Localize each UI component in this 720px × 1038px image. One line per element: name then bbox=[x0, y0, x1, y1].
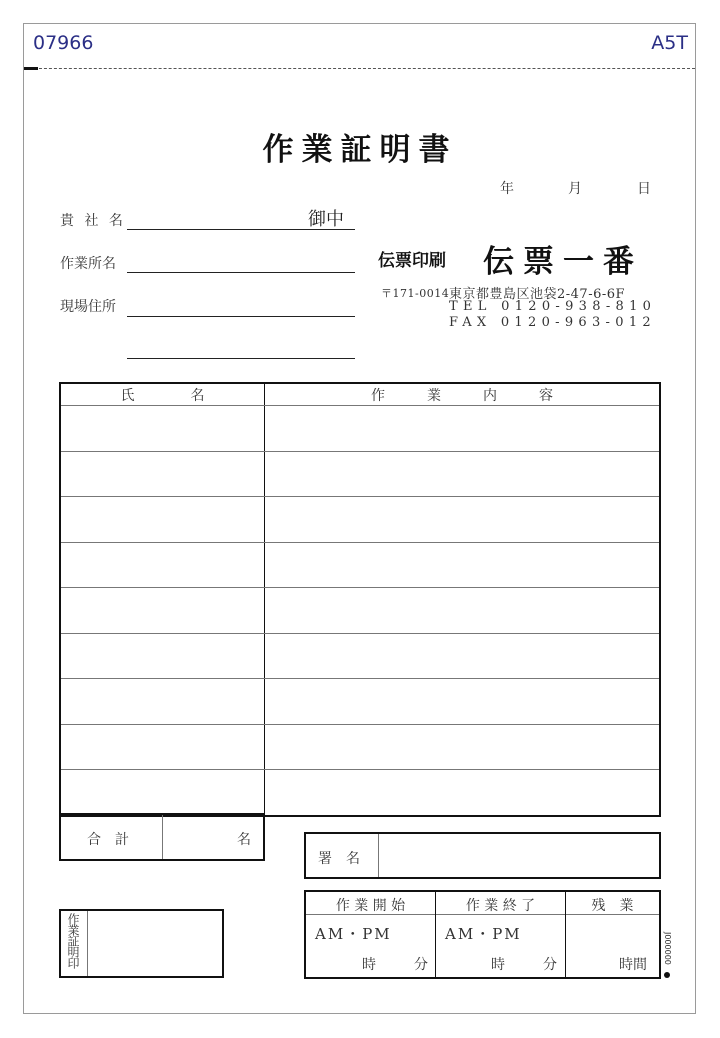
name-cell[interactable] bbox=[60, 633, 265, 679]
signature-box bbox=[304, 832, 661, 879]
site-address-field[interactable] bbox=[127, 316, 355, 317]
document-title: 作業証明書 bbox=[262, 132, 458, 168]
work-table bbox=[59, 382, 661, 817]
table-row bbox=[60, 724, 660, 770]
size-code: A5T bbox=[651, 32, 688, 54]
work-cell[interactable] bbox=[265, 497, 661, 543]
start-hour-unit: 時 bbox=[362, 957, 376, 973]
work-cell[interactable] bbox=[265, 724, 661, 770]
table-row bbox=[60, 497, 660, 543]
end-hour-unit: 時 bbox=[491, 957, 505, 973]
table-header-row bbox=[60, 383, 660, 406]
overtime-header: 残 業 bbox=[591, 898, 634, 914]
name-cell[interactable] bbox=[60, 542, 265, 588]
client-name-field[interactable] bbox=[127, 229, 355, 230]
work-cell[interactable] bbox=[265, 406, 661, 452]
stamp-box bbox=[59, 909, 224, 978]
overtime-unit: 時間 bbox=[619, 957, 647, 973]
start-minute-unit: 分 bbox=[414, 957, 428, 973]
work-cell[interactable] bbox=[265, 588, 661, 634]
name-cell[interactable] bbox=[60, 451, 265, 497]
start-ampm[interactable]: AM・PM bbox=[315, 925, 392, 943]
name-cell[interactable] bbox=[60, 497, 265, 543]
site-address-field-2[interactable] bbox=[127, 358, 355, 359]
perforation-line bbox=[24, 68, 695, 69]
total-unit: 名 bbox=[237, 832, 251, 848]
table-row bbox=[60, 542, 660, 588]
date-day-label: 日 bbox=[637, 181, 651, 197]
end-minute-unit: 分 bbox=[543, 957, 557, 973]
table-row bbox=[60, 770, 660, 816]
serial-number: J000000 bbox=[663, 932, 672, 965]
worksite-name-field[interactable] bbox=[127, 272, 355, 273]
postal-code: 〒171-0014 bbox=[381, 287, 450, 300]
table-row bbox=[60, 679, 660, 725]
worksite-name-label: 作業所名 bbox=[60, 256, 116, 272]
company-address: 東京都豊島区池袋2-47-6-6F bbox=[449, 287, 626, 302]
date-year-label: 年 bbox=[500, 181, 514, 197]
site-address-label: 現場住所 bbox=[60, 299, 116, 315]
client-name-label: 貴 社 名 bbox=[60, 213, 126, 229]
onchu-suffix: 御中 bbox=[308, 209, 344, 230]
name-cell[interactable] bbox=[60, 406, 265, 452]
table-row bbox=[60, 588, 660, 634]
header-work-content: 作 業 内 容 bbox=[265, 383, 661, 406]
work-cell[interactable] bbox=[265, 770, 661, 816]
work-cell[interactable] bbox=[265, 633, 661, 679]
table-row bbox=[60, 633, 660, 679]
signature-field[interactable] bbox=[379, 834, 659, 877]
perforation-marker bbox=[24, 67, 38, 70]
stamp-label: 作業証明印 bbox=[66, 913, 80, 968]
company-tel: TEL 0120-938-810 bbox=[449, 299, 657, 314]
end-ampm[interactable]: AM・PM bbox=[445, 925, 522, 943]
table-row bbox=[60, 406, 660, 452]
name-cell[interactable] bbox=[60, 679, 265, 725]
work-cell[interactable] bbox=[265, 542, 661, 588]
company-fax: FAX 0120-963-012 bbox=[449, 315, 656, 330]
signature-label: 署 名 bbox=[318, 851, 360, 867]
company-label: 伝票印刷 bbox=[378, 251, 446, 271]
end-header: 作 業 終 了 bbox=[465, 898, 536, 914]
time-box bbox=[304, 890, 661, 979]
serial-dot-icon bbox=[664, 972, 670, 978]
header-name: 氏 名 bbox=[60, 383, 265, 406]
name-cell[interactable] bbox=[60, 770, 265, 816]
date-month-label: 月 bbox=[568, 181, 582, 197]
company-name: 伝票一番 bbox=[483, 244, 643, 280]
name-cell[interactable] bbox=[60, 588, 265, 634]
form-code: 07966 bbox=[33, 32, 94, 54]
work-cell[interactable] bbox=[265, 679, 661, 725]
table-row bbox=[60, 451, 660, 497]
name-cell[interactable] bbox=[60, 724, 265, 770]
total-label: 合 計 bbox=[87, 832, 129, 848]
work-cell[interactable] bbox=[265, 451, 661, 497]
stamp-field[interactable] bbox=[88, 911, 222, 976]
total-box bbox=[59, 813, 265, 861]
start-header: 作 業 開 始 bbox=[335, 898, 406, 914]
